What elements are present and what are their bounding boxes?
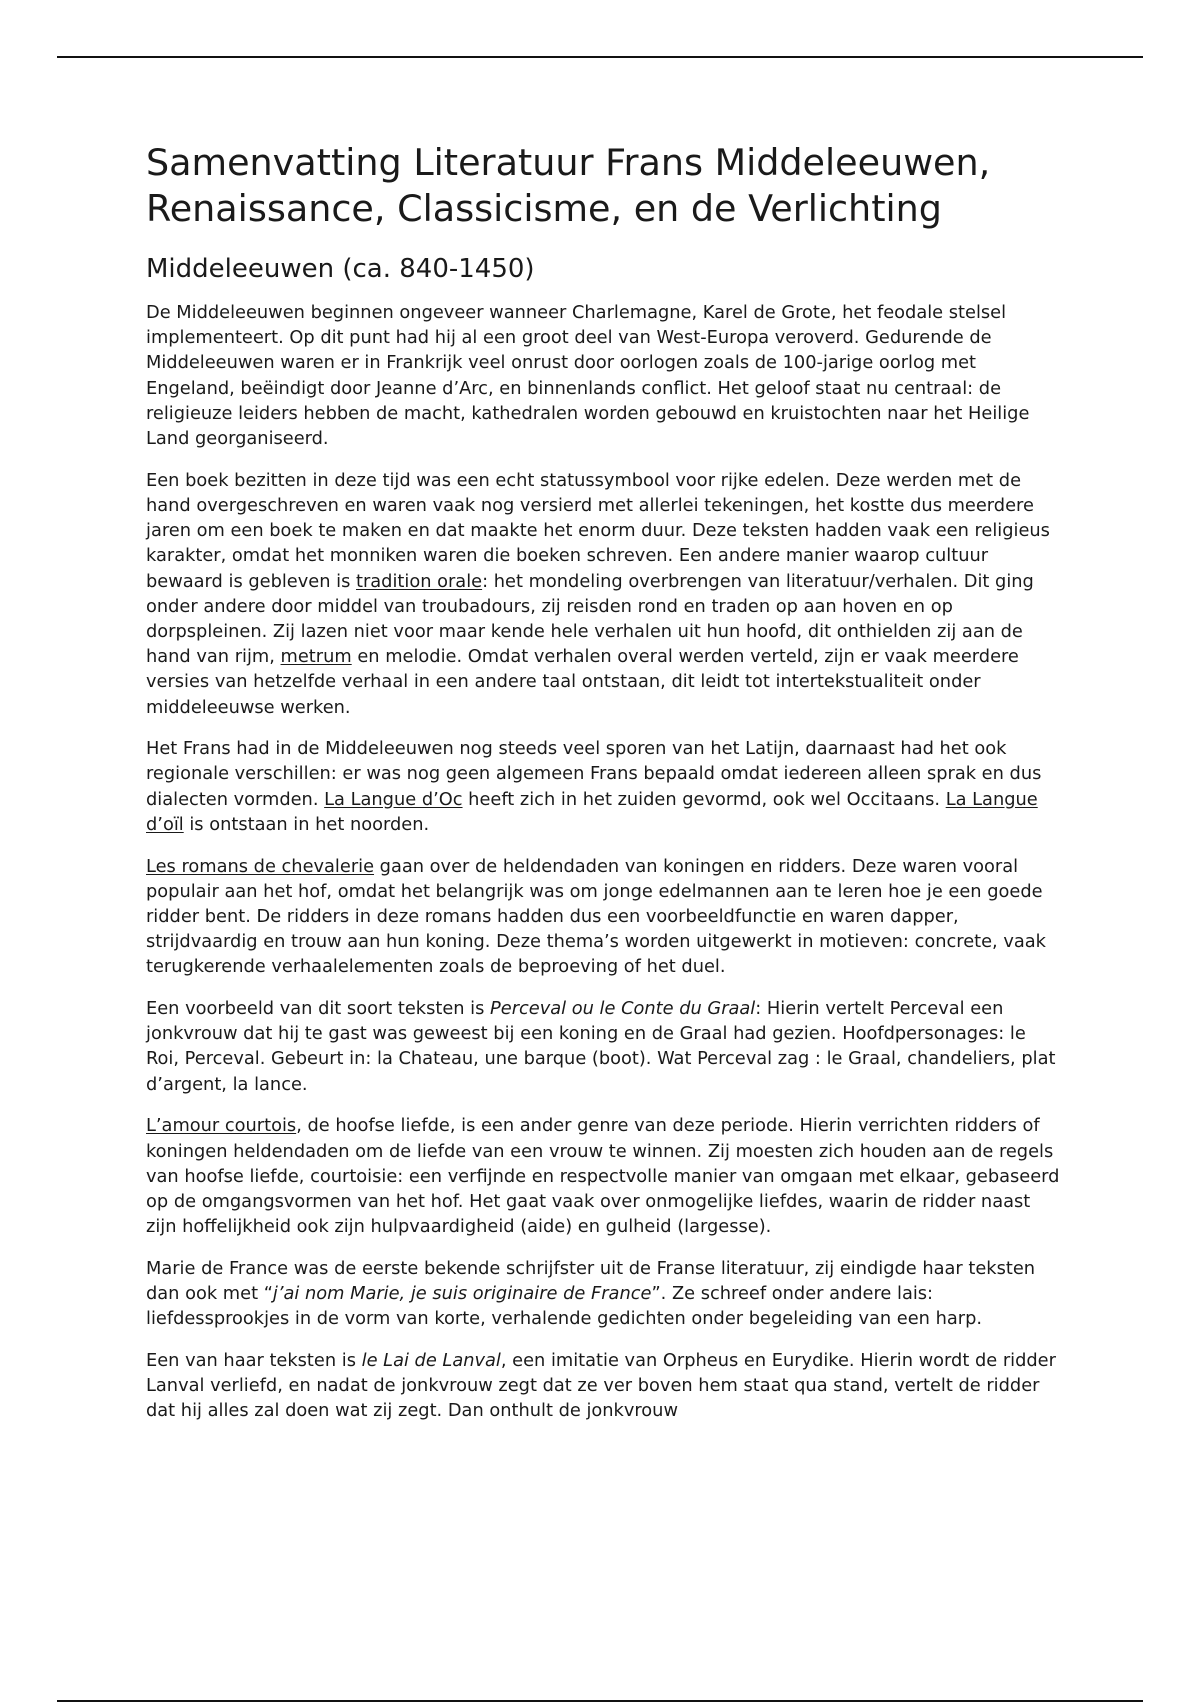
paragraph-1 (146, 300, 1061, 451)
term-langue-doil: La Langue d’oïl (146, 788, 1038, 835)
paragraph-8 (146, 1348, 1061, 1424)
term-amour-courtois: L’amour courtois (146, 1115, 297, 1137)
page-content (146, 140, 1061, 1440)
paragraph-text: is ontstaan in het noorden. (183, 813, 430, 835)
top-rule (57, 56, 1143, 58)
section-heading: Middeleeuwen (ca. 840-1450) (146, 254, 535, 284)
paragraph-text: Een van haar teksten is (146, 1350, 362, 1372)
work-title-perceval: Perceval ou le Conte du Graal (490, 998, 756, 1020)
paragraph-text: gaan over de heldendaden van koningen en ridders. Deze waren vooral populair aan het hof, omdat het belangrijk was om jonge edelmannen aan te leren hoe je een goede ridder bent. De ridders in deze romans hadden dus een voorbeeldfunctie en waren dapper, strijdvaardig en trouw aan hun koning. Deze thema’s worden uitgewerkt in motieven: concrete, vaak terugkerende verhaalelementen zoals de beproeving of het duel. (146, 855, 1046, 978)
paragraph-6 (146, 1113, 1061, 1239)
term-tradition-orale: tradition orale (356, 570, 483, 592)
term-metrum: metrum (280, 646, 352, 668)
paragraph-text: : Hierin vertelt Perceval een jonkvrouw dat hij te gast was geweest bij een koning en de Graal had gezien. Hoofdpersonages: le Roi, Perceval. Gebeurt in: la Chateau, une barque (boot). Wat Perceval zag : le Graal, chandeliers, plat d’argent, la lance. (146, 998, 1056, 1095)
paragraph-text: Het Frans had in de Middeleeuwen nog steeds veel sporen van het Latijn, daarnaast had het ook regionale verschillen: er was nog geen algemeen Frans bepaald omdat iedereen alleen sprak en dus dialecten vormden. (146, 738, 1042, 810)
paragraph-text: Een voorbeeld van dit soort teksten is (146, 998, 491, 1020)
paragraph-text: ”. Ze schreef onder andere lais: liefdessprookjes in de vorm van korte, verhalende gedichten onder begeleiding van een harp. (146, 1283, 983, 1330)
quote-marie: j’ai nom Marie, je suis originaire de France (272, 1283, 652, 1305)
paragraph-text: , een imitatie van Orpheus en Eurydike. Hierin wordt de ridder Lanval verliefd, en nadat de jonkvrouw zegt dat ze ver boven hem staat qua stand, vertelt de ridder dat hij alles zal doen wat zij zegt. Dan onthult de jonkvrouw (146, 1350, 1056, 1422)
work-title-lanval: le Lai de Lanval (361, 1350, 501, 1372)
paragraph-text: Marie de France was de eerste bekende schrijfster uit de Franse literatuur, zij eindigde haar teksten dan ook met “ (146, 1257, 1036, 1305)
paragraph-4 (146, 854, 1061, 980)
paragraph-5 (146, 996, 1061, 1097)
paragraph-3 (146, 736, 1061, 837)
term-romans-de-chevalerie: Les romans de chevalerie (146, 855, 375, 877)
paragraph-2 (146, 468, 1061, 720)
paragraph-text: De Middeleeuwen beginnen ongeveer wanneer Charlemagne, Karel de Grote, het feodale stelsel implementeert. Op dit punt had hij al een groot deel van West-Europa veroverd. Gedurende de Middeleeuwen waren er in Frankrijk veel onrust door oorlogen zoals de 100-jarige oorlog met Engeland, beëindigt door Jeanne d’Arc, en binnenlands conflict. Het geloof staat nu centraal: de religieuze leiders hebben de macht, kathedralen worden gebouwd en kruistochten naar het Heilige Land georganiseerd. (146, 302, 1030, 450)
paragraph-text: , de hoofse liefde, is een ander genre van deze periode. Hierin verrichten ridders of koningen heldendaden om de liefde van een vrouw te winnen. Zij moesten zich houden aan de regels van hoofse liefde, courtoisie: een verfijnde en respectvolle manier van omgaan met elkaar, gebaseerd op de omgangsvormen van het hof. Het gaat vaak over onmogelijke liefdes, waarin de ridder naast zijn hoffelijkheid ook zijn hulpvaardigheid (aide) en gulheid (largesse). (146, 1115, 1060, 1238)
document-title: Samenvatting Literatuur Frans Middeleeuwen, Renaissance, Classicisme, en de Verlichting (146, 141, 991, 230)
paragraph-7 (146, 1256, 1061, 1332)
paragraph-text: heeft zich in het zuiden gevormd, ook wel Occitaans. (462, 788, 946, 810)
term-langue-doc: La Langue d’Oc (324, 788, 463, 810)
paragraph-text: en melodie. Omdat verhalen overal werden verteld, zijn er vaak meerdere versies van hetzelfde verhaal in een andere taal ontstaan, dit leidt tot intertekstualiteit onder middeleeuwse werken. (146, 646, 1019, 718)
paragraph-text: Een boek bezitten in deze tijd was een echt statussymbool voor rijke edelen. Deze werden met de hand overgeschreven en waren vaak nog versierd met allerlei tekeningen, het kostte dus meerdere jaren om een boek te maken en dat maakte het enorm duur. Deze teksten hadden vaak een religieus karakter, omdat het monniken waren die boeken schreven. Een andere manier waarop cultuur bewaard is gebleven is (146, 469, 1050, 592)
paragraph-text: : het mondeling overbrengen van literatuur/verhalen. Dit ging onder andere door middel van troubadours, zij reisden rond en traden op aan hoven en op dorpspleinen. Zij lazen niet voor maar kende hele verhalen uit hun hoofd, dit onthielden zij aan de hand van rijm, (146, 570, 1034, 668)
